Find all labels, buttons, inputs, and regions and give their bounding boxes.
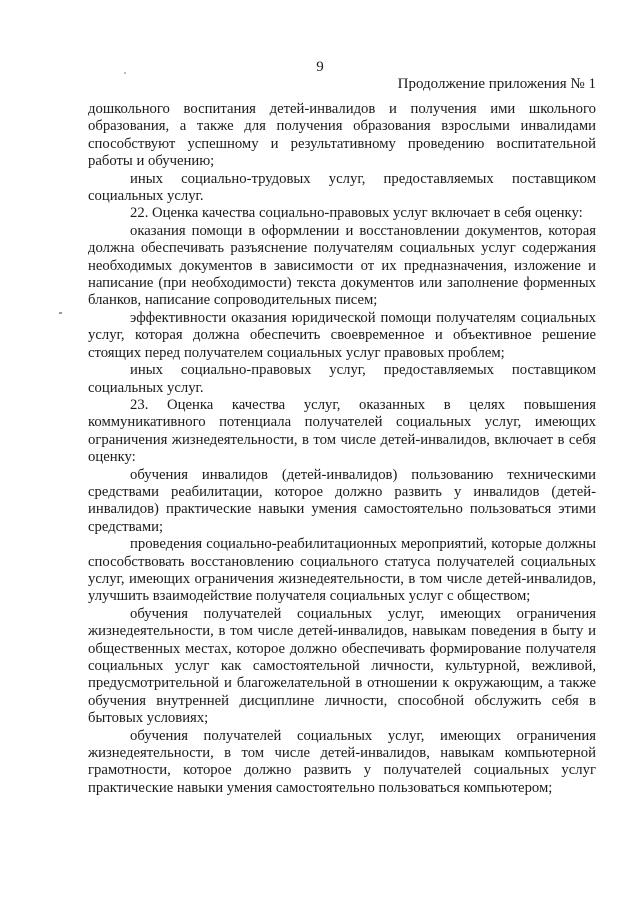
page-number: 9 [316,59,324,75]
appendix-continuation-note: Продолжение приложения № 1 [397,76,596,92]
paragraph: проведения социально-реабилитационных мероприятий, которые должны способствовать восстановлению социального статуса получателей социальных услуг, имеющих ограничения жизнедеятельности, в том числе детей-инвалидов, улучшить взаимодействие получателя социальных услуг с обществом; [88,536,596,605]
paragraph: обучения получателей социальных услуг, имеющих ограничения жизнедеятельности, в том числе детей-инвалидов, навыкам компьютерной грамотности, которое должно развить у получателей социальных услуг практические навыки умения самостоятельно пользоваться компьютером; [88,727,596,796]
paragraph: иных социально-правовых услуг, предоставляемых поставщиком социальных услуг. [88,362,596,396]
paragraph: дошкольного воспитания детей-инвалидов и получения ими школьного образования, а также для получения образования взрослыми инвалидами способствуют успешному и результативному проведению воспитательной работы и обучению; [88,101,596,170]
paragraph: эффективности оказания юридической помощи получателям социальных услуг, которая должна обеспечить своевременное и объективное решение стоящих перед получателем социальных услуг правовых проблем; [88,309,596,361]
paragraph: 23. Оценка качества услуг, оказанных в целях повышения коммуникативного потенциала получателей социальных услуг, имеющих ограничения жизнедеятельности, в том числе детей-инвалидов, включает в себя оценку: [88,396,596,466]
document-body [88,101,596,797]
paragraph: 22. Оценка качества социально-правовых услуг включает в себя оценку: [130,205,583,222]
paragraph: обучения получателей социальных услуг, имеющих ограничения жизнедеятельности, в том числе детей-инвалидов, навыкам поведения в быту и общественных местах, которое должно обеспечивать формирование получателя социальных услуг как самостоятельной личности, культурной, вежливой, предусмотрительной и благожелательной в отношении к окружающим, а также обучения внутренней дисциплине личности, способной обслужить себя в бытовых условиях; [88,605,596,727]
paragraph: обучения инвалидов (детей-инвалидов) пользованию техническими средствами реабилитации, которое должно развить у инвалидов (детей-инвалидов) практические навыки умения самостоятельно пользоваться этими средствами; [88,466,596,535]
scan-artifact [59,312,62,314]
paragraph: оказания помощи в оформлении и восстановлении документов, которая должна обеспечивать разъяснение получателям социальных услуг содержания необходимых документов в зависимости от их предназначения, изложение и написание (при необходимости) текста документов или заполнение форменных бланков, написание сопроводительных писем; [88,222,596,309]
paragraph: иных социально-трудовых услуг, предоставляемых поставщиком социальных услуг. [88,170,596,205]
